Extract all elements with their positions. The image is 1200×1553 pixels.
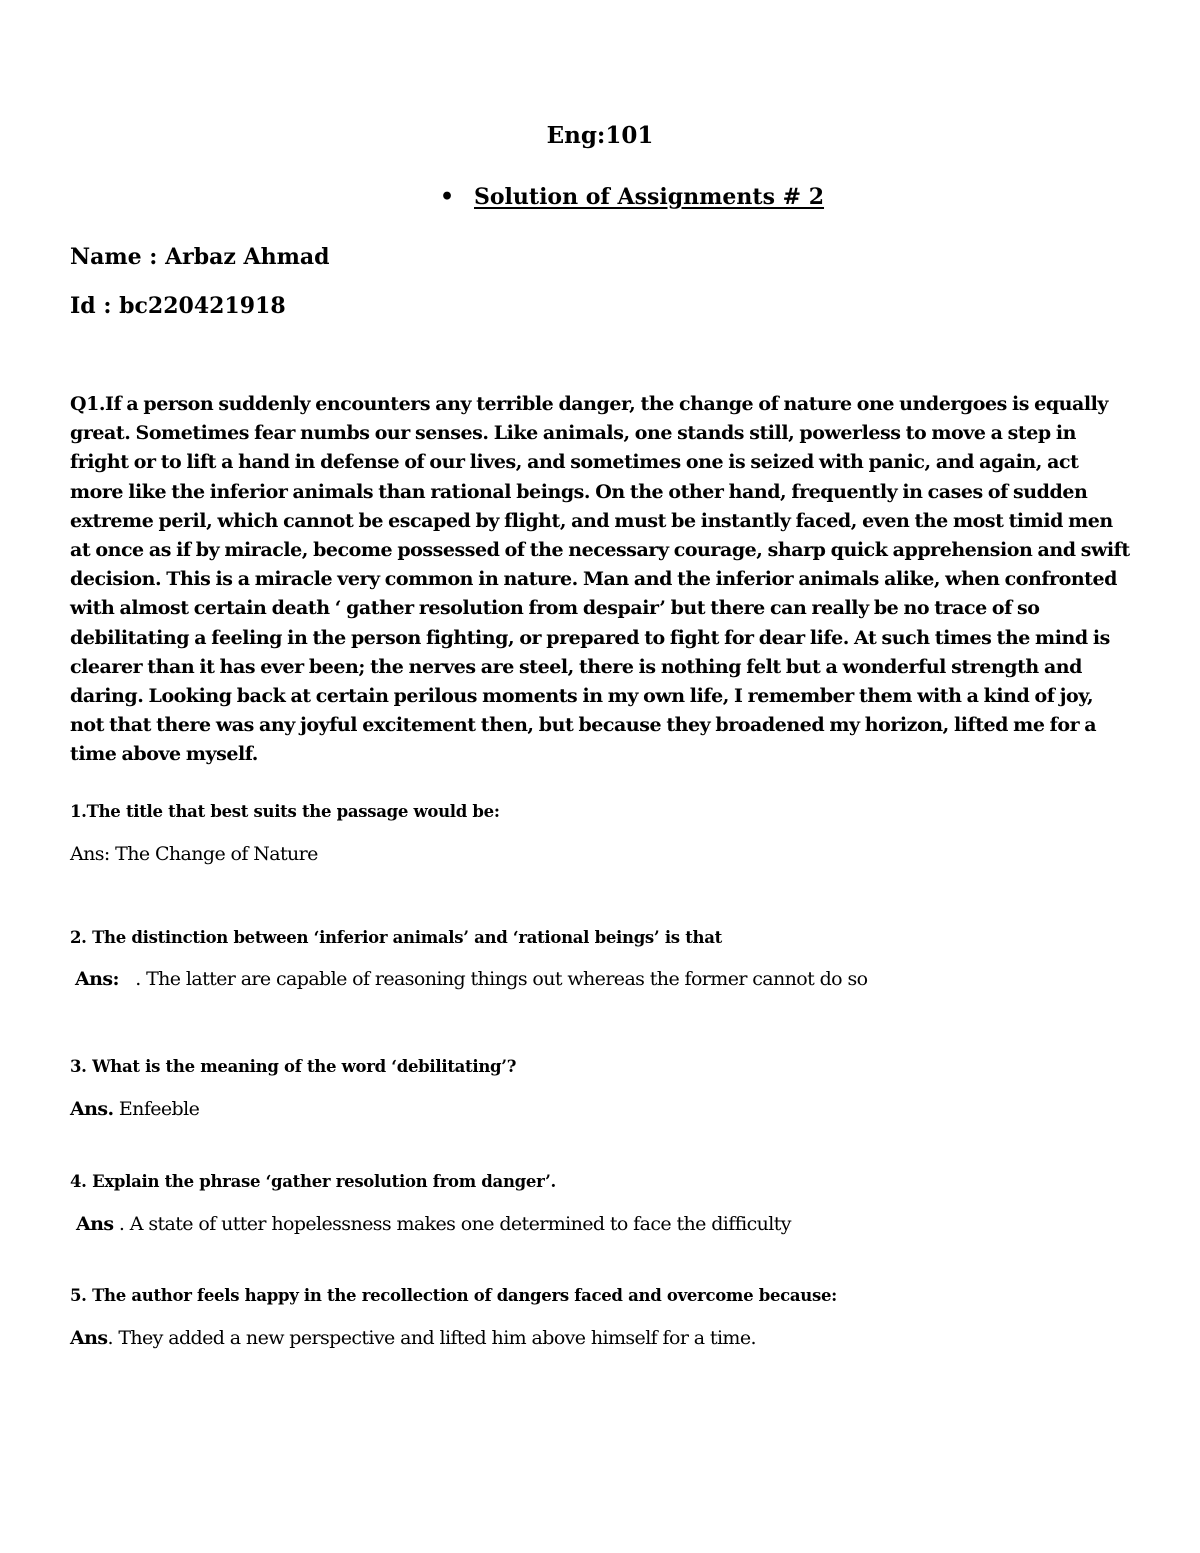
answer-label: Ans: xyxy=(70,843,110,865)
assignment-heading xyxy=(440,184,824,210)
answer-1 xyxy=(70,843,318,865)
assignment-title: Solution of Assignments # 2 xyxy=(474,184,825,210)
answer-text: The Change of Nature xyxy=(109,843,318,865)
answer-3 xyxy=(70,1098,199,1120)
answer-5 xyxy=(70,1327,756,1349)
student-id: Id : bc220421918 xyxy=(70,293,286,319)
question-3: 3. What is the meaning of the word ‘debilitating’? xyxy=(70,1057,517,1076)
course-code: Eng:101 xyxy=(546,122,654,149)
course-title xyxy=(0,122,1200,149)
answer-text: Enfeeble xyxy=(113,1098,200,1120)
answer-label: Ans xyxy=(76,1213,114,1235)
answer-text: . A state of utter hopelessness makes one determined to face the difficulty xyxy=(113,1213,791,1235)
question-4: 4. Explain the phrase ‘gather resolution from danger’. xyxy=(70,1172,556,1191)
question-5: 5. The author feels happy in the recollection of dangers faced and overcome because: xyxy=(70,1286,837,1305)
answer-label: Ans: xyxy=(75,968,119,990)
answer-2 xyxy=(75,968,867,990)
answer-label: Ans xyxy=(70,1327,108,1349)
student-name: Name : Arbaz Ahmad xyxy=(70,244,330,270)
answer-4 xyxy=(76,1213,791,1235)
bullet-icon: • xyxy=(440,184,455,210)
answer-text: . The latter are capable of reasoning things out whereas the former cannot do so xyxy=(118,968,868,990)
answer-text: . They added a new perspective and lifted him above himself for a time. xyxy=(107,1327,756,1349)
answer-label: Ans. xyxy=(70,1098,114,1120)
passage-text: Q1.If a person suddenly encounters any terrible danger, the change of nature one undergoes is equally great. Sometimes fear numbs our senses. Like animals, one stands still, powerless to move a step in fright or to lift a hand in defense of our lives, and sometimes one is seized with panic, and again, act more like the inferior animals than rational beings. On the other hand, frequently in cases of sudden extreme peril, which cannot be escaped by flight, and must be instantly faced, even the most timid men at once as if by miracle, become possessed of the necessary courage, sharp quick apprehension and swift decision. This is a miracle very common in nature. Man and the inferior animals alike, when confronted with almost certain death ‘ gather resolution from despair’ but there can really be no trace of so debilitating a feeling in the person fighting, or prepared to fight for dear life. At such times the mind is clearer than it has ever been; the nerves are steel, there is nothing felt but a wonderful strength and daring. Looking back at certain perilous moments in my own life, I remember them with a kind of joy, not that there was any joyful excitement then, but because they broadened my horizon, lifted me for a time above myself. xyxy=(70,393,1130,766)
question-2: 2. The distinction between ‘inferior animals’ and ‘rational beings’ is that xyxy=(70,928,722,947)
question-1: 1.The title that best suits the passage would be: xyxy=(70,802,500,821)
